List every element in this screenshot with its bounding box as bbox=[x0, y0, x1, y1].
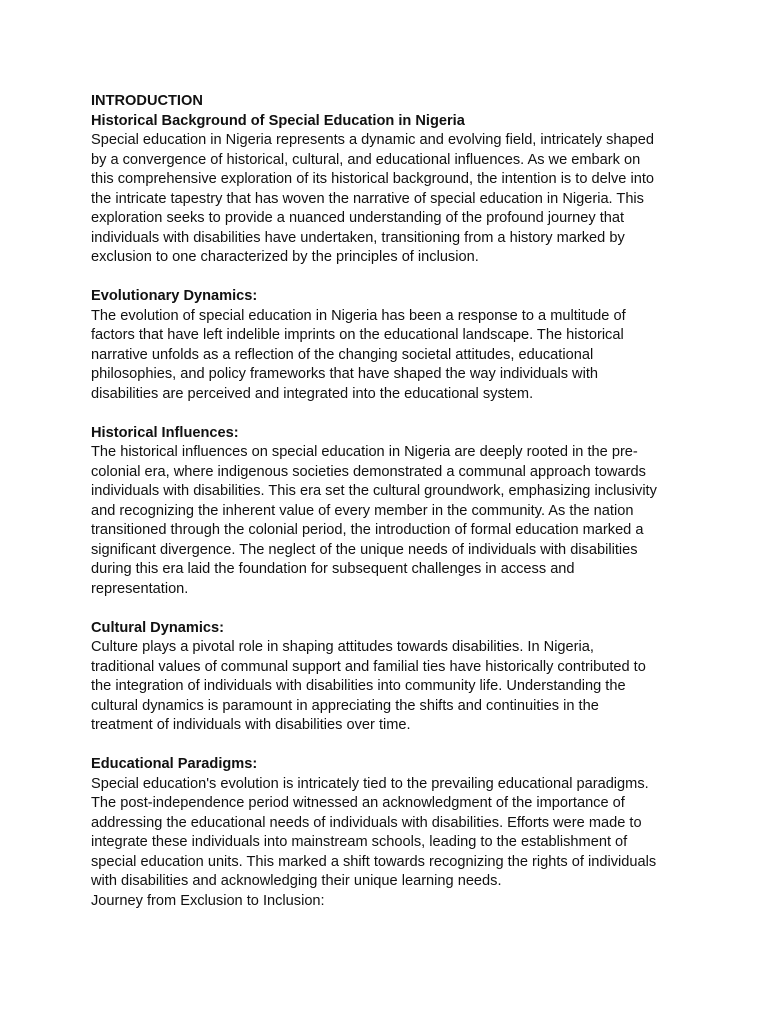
document-heading: INTRODUCTION bbox=[91, 93, 203, 109]
paragraph-line: disabilities are perceived and integrated into the educational system. bbox=[91, 385, 534, 402]
intro-paragraph bbox=[91, 131, 681, 268]
paragraph-line: Culture plays a pivotal role in shaping attitudes towards disabilities. In Nigeria, bbox=[91, 639, 594, 655]
paragraph-spacer bbox=[91, 404, 681, 424]
paragraph-line: with disabilities and acknowledging their unique learning needs. bbox=[91, 873, 502, 889]
paragraph-line: special education units. This marked a shift towards recognizing the rights of individuals bbox=[91, 853, 657, 870]
document-body bbox=[91, 92, 681, 911]
paragraph-line: integrate these individuals into mainstream schools, leading to the establishment of bbox=[91, 834, 628, 850]
paragraph-line: during this era laid the foundation for subsequent challenges in access and bbox=[91, 561, 575, 577]
paragraph-line: the intricate tapestry that has woven the narrative of special education in Nigeria. This bbox=[91, 190, 644, 207]
paragraph-spacer bbox=[91, 599, 681, 619]
paragraph-line: philosophies, and policy frameworks that have shaped the way individuals with bbox=[91, 366, 599, 382]
paragraph-line: representation. bbox=[91, 580, 189, 597]
section-title: Educational Paradigms: bbox=[91, 756, 258, 772]
section-title: Cultural Dynamics: bbox=[91, 619, 224, 636]
section-educational-paradigms bbox=[91, 755, 681, 911]
paragraph-line: individuals with disabilities have undertaken, transitioning from a history marked by bbox=[91, 229, 625, 246]
paragraph-line: by a convergence of historical, cultural, and educational influences. As we embark on bbox=[91, 151, 641, 168]
section-cultural-dynamics bbox=[91, 619, 681, 736]
section-evolutionary-dynamics bbox=[91, 287, 681, 404]
paragraph-line: transitioned through the colonial period, the introduction of formal education marked a bbox=[91, 522, 644, 538]
paragraph-line: Special education in Nigeria represents a dynamic and evolving field, intricately shaped bbox=[91, 132, 654, 148]
paragraph-line: treatment of individuals with disabilities over time. bbox=[91, 717, 411, 733]
paragraph-line: individuals with disabilities. This era set the cultural groundwork, emphasizing inclusivity bbox=[91, 483, 657, 499]
document-subheading: Historical Background of Special Education in Nigeria bbox=[91, 112, 465, 129]
paragraph-line: and recognizing the inherent value of every member in the community. As the nation bbox=[91, 502, 634, 519]
paragraph-line: factors that have left indelible imprints on the educational landscape. The historical bbox=[91, 327, 624, 343]
paragraph-line: Journey from Exclusion to Inclusion: bbox=[91, 892, 325, 909]
paragraph-line: narrative unfolds as a reflection of the changing societal attitudes, educational bbox=[91, 346, 594, 363]
paragraph-line: this comprehensive exploration of its historical background, the intention is to delve into bbox=[91, 171, 654, 187]
paragraph-spacer bbox=[91, 736, 681, 756]
section-historical-influences bbox=[91, 424, 681, 600]
paragraph-line: The evolution of special education in Nigeria has been a response to a multitude of bbox=[91, 307, 626, 324]
paragraph-line: traditional values of communal support and familial ties have historically contributed to bbox=[91, 658, 646, 675]
paragraph-line: exclusion to one characterized by the principles of inclusion. bbox=[91, 249, 479, 265]
section-title: Historical Influences: bbox=[91, 424, 239, 441]
paragraph-line: Special education's evolution is intricately tied to the prevailing educational paradigms. bbox=[91, 775, 649, 792]
paragraph-line: colonial era, where indigenous societies demonstrated a communal approach towards bbox=[91, 463, 646, 480]
paragraph-line: significant divergence. The neglect of the unique needs of individuals with disabilities bbox=[91, 541, 638, 558]
paragraph-line: the integration of individuals with disabilities into community life. Understanding the bbox=[91, 678, 626, 694]
paragraph-line: The post-independence period witnessed an acknowledgment of the importance of bbox=[91, 795, 625, 811]
paragraph-line: The historical influences on special education in Nigeria are deeply rooted in the pre- bbox=[91, 444, 638, 460]
paragraph-line: cultural dynamics is paramount in appreciating the shifts and continuities in the bbox=[91, 697, 599, 714]
paragraph-line: addressing the educational needs of individuals with disabilities. Efforts were made to bbox=[91, 814, 642, 831]
section-title: Evolutionary Dynamics: bbox=[91, 288, 258, 304]
paragraph-spacer bbox=[91, 268, 681, 288]
paragraph-line: exploration seeks to provide a nuanced understanding of the profound journey that bbox=[91, 210, 625, 226]
